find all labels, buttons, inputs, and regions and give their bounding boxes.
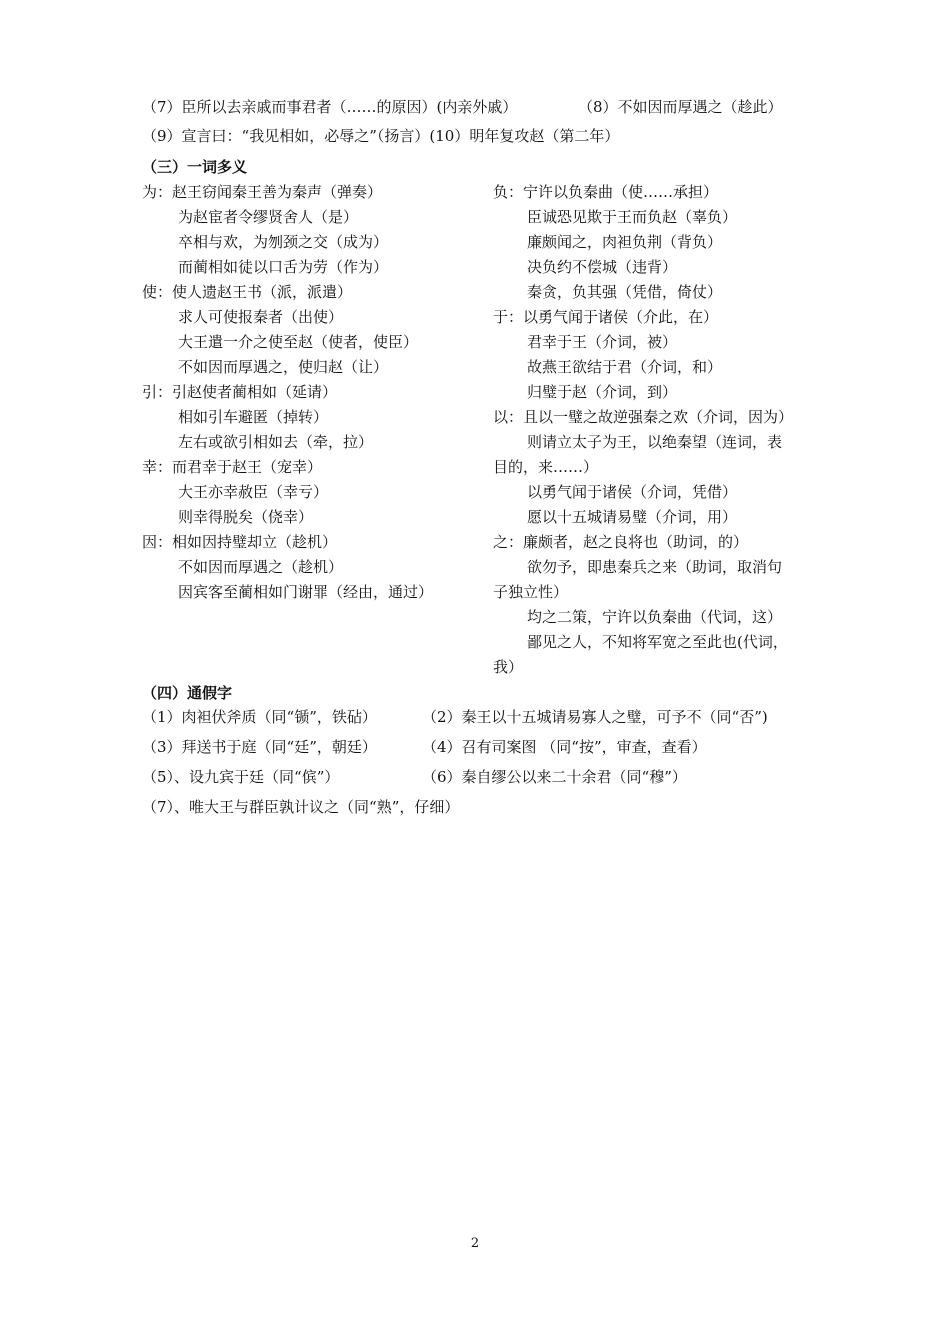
list-item: （1）肉袒伏斧质（同“锧”，铁砧） [142,708,377,726]
text-line: 君幸于王（介词，被） [527,333,678,351]
text-line: 于：以勇气闻于诸侯（介此，在） [493,308,719,326]
text-line: 而蔺相如徒以口舌为劳（作为） [178,258,389,276]
text-line: 求人可使报秦者（出使） [178,308,344,326]
text-line: 因：相如因持璧却立（趁机） [142,533,338,551]
text-line: 使：使人遗赵王书（派，派遣） [142,283,353,301]
text-line: 秦贪，负其强（凭借，倚仗） [527,283,723,301]
text-line: 幸：而君幸于赵王（宠幸） [142,458,323,476]
text-line: 目的，来……） [493,458,599,476]
text-line: 不如因而厚遇之（趁机） [178,558,344,576]
text-line: 为赵宦者令缪贤舍人（是） [178,208,359,226]
text-line: 愿以十五城请易璧（介词，用） [527,508,738,526]
text-line: （7）臣所以去亲戚而事君者（……的原因）(内亲外戚） [142,98,518,116]
text-line: （9）宣言曰：“我见相如，必辱之”（扬言）(10）明年复攻赵（第二年） [142,127,620,145]
text-line: 大王遣一介之使至赵（使者，使臣） [178,333,419,351]
text-line: 欲勿予，即患秦兵之来（助词，取消句 [527,558,783,576]
text-line: 因宾客至蔺相如门谢罪（经由，通过） [178,583,434,601]
text-line: 大王亦幸赦臣（幸亏） [178,483,329,501]
text-line: 故燕王欲结于君（介词，和） [527,358,723,376]
list-item: （4）召有司案图 （同“按”，审查，查看） [422,738,707,756]
text-line: 我） [493,658,524,676]
section-heading: （三）一词多义 [142,158,248,176]
list-item: （3）拜送书于庭（同“廷”，朝廷） [142,738,377,756]
text-line: 卒相与欢，为刎颈之交（成为） [178,233,389,251]
text-line: 左右或欲引相如去（牵，拉） [178,433,374,451]
text-line: 相如引车避匿（掉转） [178,408,329,426]
page-number: 2 [470,1236,480,1251]
text-line: 廉颇闻之，肉袒负荆（背负） [527,233,723,251]
list-item: （2）秦王以十五城请易寡人之璧，可予不（同“否”) [422,708,768,726]
text-line: 不如因而厚遇之，使归赵（让） [178,358,389,376]
text-line: 归璧于赵（介词，到） [527,383,678,401]
text-line: 之：廉颇者，赵之良将也（助词，的） [493,533,749,551]
text-line: 则请立太子为王，以绝秦望（连词，表 [527,433,783,451]
text-line: 负：宁许以负秦曲（使……承担） [493,183,719,201]
text-line: 则幸得脱矣（侥幸） [178,508,314,526]
text-line: 以勇气闻于诸侯（介词，凭借） [527,483,738,501]
section-heading: （四）通假字 [142,684,233,702]
list-item: （7）、唯大王与群臣孰计议之（同“熟”，仔细） [142,798,460,816]
list-item: （5）、设九宾于廷（同“傧”） [142,768,340,786]
text-line: 为：赵王窃闻秦王善为秦声（弹奏） [142,183,383,201]
text-line: （8）不如因而厚遇之（趁此） [578,98,783,116]
text-line: 以：且以一璧之故逆强秦之欢（介词，因为） [493,408,794,426]
text-line: 决负约不偿城（违背） [527,258,678,276]
text-line: 引：引赵使者蔺相如（延请） [142,383,338,401]
text-line: 鄙见之人，不知将军宽之至此也(代词， [527,633,788,651]
list-item: （6）秦自缪公以来二十余君（同“穆”） [422,768,687,786]
text-line: 臣诚恐见欺于王而负赵（辜负） [527,208,738,226]
text-line: 子独立性） [493,583,569,601]
text-line: 均之二策，宁许以负秦曲（代词，这） [527,608,783,626]
